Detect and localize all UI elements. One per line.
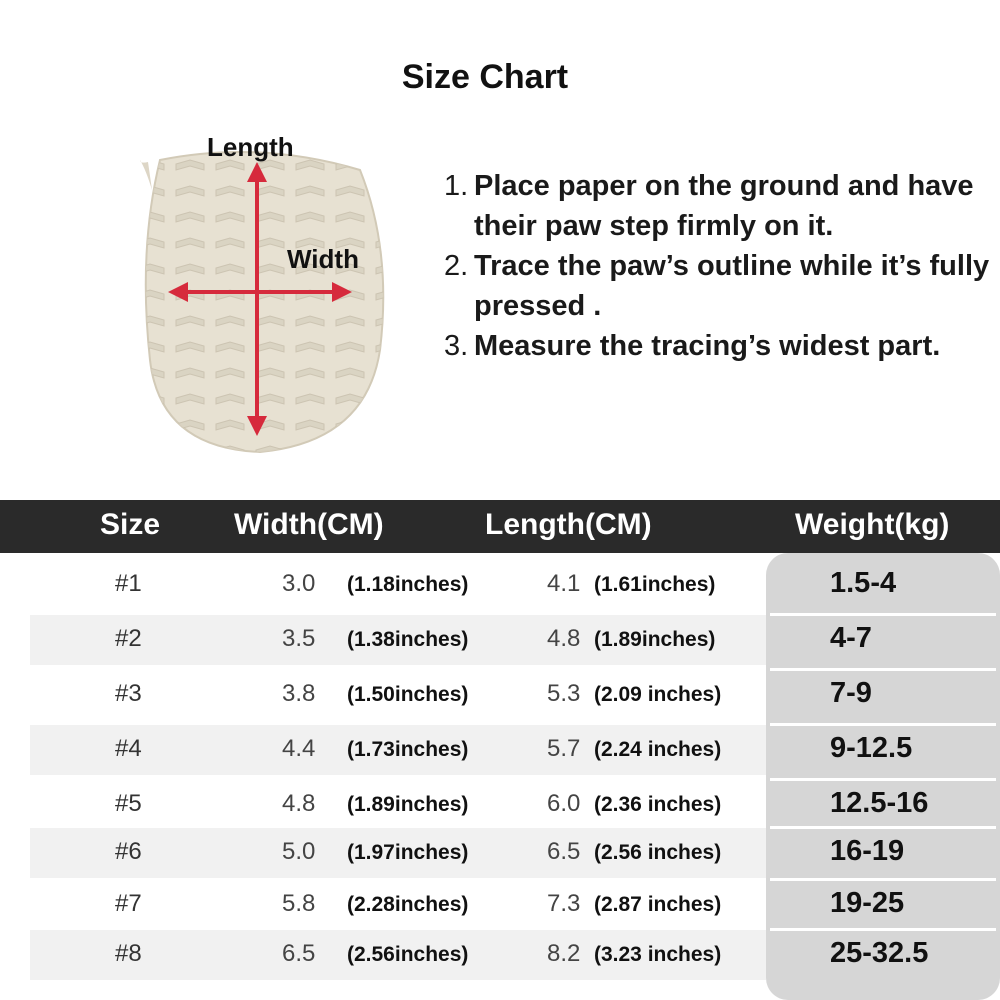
table-row	[0, 828, 1000, 878]
instruction-step	[444, 326, 994, 366]
length-inches-cell: (1.89inches)	[594, 628, 716, 651]
length-cm-cell: 5.7	[547, 735, 581, 762]
step-text: Place paper on the ground and have their paw step firmly on it.	[474, 170, 974, 242]
length-cm-cell: 6.5	[547, 838, 581, 865]
width-cm-cell: 3.8	[282, 680, 316, 707]
width-inches-cell: (2.56inches)	[347, 943, 469, 966]
weight-cell: 16-19	[830, 835, 905, 867]
weight-cell: 12.5-16	[830, 787, 929, 819]
size-cell: #5	[115, 790, 142, 817]
width-inches-cell: (1.18inches)	[347, 573, 469, 596]
length-inches-cell: (2.36 inches)	[594, 793, 722, 816]
width-label: Width	[287, 244, 359, 274]
step-number: 3.	[444, 330, 469, 362]
table-row	[0, 725, 1000, 775]
width-cm-cell: 5.0	[282, 838, 316, 865]
weight-row-divider	[770, 723, 996, 726]
size-cell: #2	[115, 625, 142, 652]
length-inches-cell: (3.23 inches)	[594, 943, 722, 966]
length-cm-cell: 7.3	[547, 890, 581, 917]
width-cm-cell: 3.5	[282, 625, 316, 652]
width-cm-cell: 4.4	[282, 735, 316, 762]
shoe-sole-image	[130, 130, 390, 460]
width-cm-cell: 5.8	[282, 890, 316, 917]
width-cm-cell: 6.5	[282, 940, 316, 967]
size-cell: #7	[115, 890, 142, 917]
table-row	[0, 930, 1000, 980]
weight-cell: 4-7	[830, 622, 872, 654]
header-size: Size	[100, 508, 161, 541]
width-inches-cell: (1.73inches)	[347, 738, 469, 761]
length-cm-cell: 6.0	[547, 790, 581, 817]
weight-row-divider	[770, 878, 996, 881]
length-inches-cell: (2.56 inches)	[594, 841, 722, 864]
weight-row-divider	[770, 613, 996, 616]
table-row	[0, 560, 1000, 610]
table-row	[0, 780, 1000, 830]
width-inches-cell: (1.89inches)	[347, 793, 469, 816]
size-cell: #1	[115, 570, 142, 597]
length-cm-cell: 5.3	[547, 680, 581, 707]
weight-cell: 9-12.5	[830, 732, 913, 764]
weight-cell: 7-9	[830, 677, 872, 709]
table-row	[0, 880, 1000, 930]
paw-sole-diagram	[130, 130, 390, 460]
length-inches-cell: (2.87 inches)	[594, 893, 722, 916]
table-row	[0, 670, 1000, 720]
size-cell: #4	[115, 735, 142, 762]
width-inches-cell: (1.38inches)	[347, 628, 469, 651]
table-row	[0, 615, 1000, 665]
weight-row-divider	[770, 826, 996, 829]
weight-row-divider	[770, 778, 996, 781]
width-cm-cell: 4.8	[282, 790, 316, 817]
width-cm-cell: 3.0	[282, 570, 316, 597]
header-width: Width(CM)	[234, 508, 384, 541]
length-cm-cell: 4.8	[547, 625, 581, 652]
instruction-step	[444, 246, 994, 326]
weight-cell: 19-25	[830, 887, 905, 919]
weight-cell: 25-32.5	[830, 937, 929, 969]
size-table-header	[0, 500, 1000, 553]
header-length: Length(CM)	[485, 508, 652, 541]
weight-cell: 1.5-4	[830, 567, 897, 599]
size-cell: #6	[115, 838, 142, 865]
step-text: Measure the tracing’s widest part.	[474, 330, 941, 362]
step-number: 1.	[444, 170, 469, 202]
length-cm-cell: 4.1	[547, 570, 581, 597]
page-title: Size Chart	[401, 58, 569, 96]
step-text: Trace the paw’s outline while it’s fully pressed .	[474, 250, 990, 322]
width-inches-cell: (1.50inches)	[347, 683, 469, 706]
length-inches-cell: (1.61inches)	[594, 573, 716, 596]
weight-row-divider	[770, 668, 996, 671]
width-inches-cell: (2.28inches)	[347, 893, 469, 916]
header-weight: Weight(kg)	[795, 508, 950, 541]
size-cell: #3	[115, 680, 142, 707]
length-label: Length	[207, 132, 294, 162]
width-inches-cell: (1.97inches)	[347, 841, 469, 864]
length-inches-cell: (2.09 inches)	[594, 683, 722, 706]
instruction-step	[444, 166, 994, 246]
length-inches-cell: (2.24 inches)	[594, 738, 722, 761]
length-cm-cell: 8.2	[547, 940, 581, 967]
instructions-list	[444, 166, 994, 366]
size-cell: #8	[115, 940, 142, 967]
weight-row-divider	[770, 928, 996, 931]
step-number: 2.	[444, 250, 469, 282]
